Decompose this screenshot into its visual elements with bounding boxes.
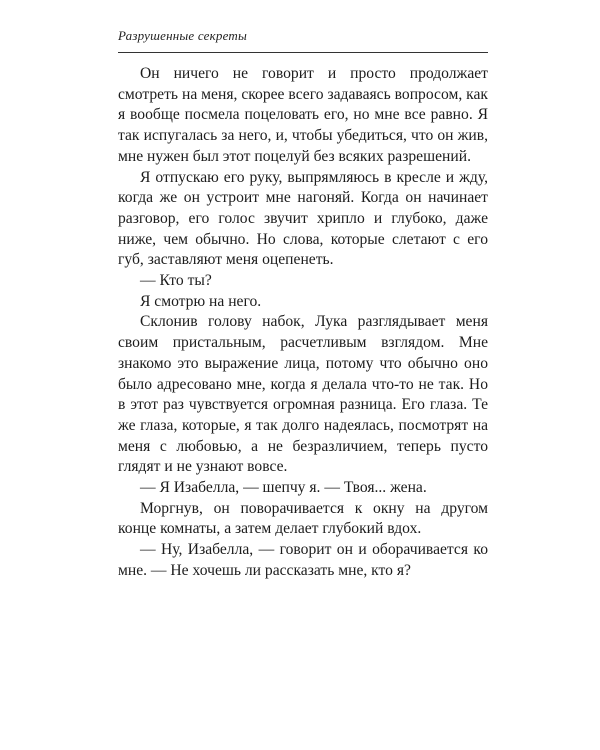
running-header: [118, 28, 488, 53]
paragraph: Он ничего не говорит и просто продолжает смотреть на меня, скорее всего задаваясь вопросом, как я вообще посмела поцеловать его, но мне все равно. Я так испугалась за него, и, чтобы убедиться, что он жив, мне нужен был этот поцелуй без всяких разрешений.: [118, 65, 488, 165]
header-divider: [118, 52, 488, 53]
running-header-title: Разрушенные секреты: [118, 28, 247, 43]
dialogue-line: — Ну, Изабелла, — говорит он и оборачивается ко мне. — Не хочешь ли рассказать мне, кто я?: [118, 541, 488, 579]
dialogue-line: — Кто ты?: [140, 272, 212, 290]
body-text: [118, 64, 488, 582]
paragraph: Я смотрю на него.: [140, 292, 262, 310]
paragraph: Моргнув, он поворачивается к окну на другом конце комнаты, а затем делает глубокий вдох.: [118, 499, 488, 538]
dialogue-line: — Я Изабелла, — шепчу я. — Твоя... жена.: [140, 479, 427, 497]
paragraph: Склонив голову набок, Лука разглядывает меня своим пристальным, расчетливым взглядом. Мне знакомо это выражение лица, потому что обычно оно было адресовано мне, когда я делала что-то не так. Но в этот раз чувствуется огромная разница. Его глаза. Те же глаза, которые, я так долго надеялась, посмотрят на меня с любовью, а не безразличием, теперь пусто глядят и не узнают вовсе.: [118, 313, 488, 476]
paragraph: Я отпускаю его руку, выпрямляюсь в кресле и жду, когда же он устроит мне нагоняй. Когда он начинает разговор, его голос звучит хрипло и глубоко, даже ниже, чем обычно. Но слова, которые слетают с его губ, заставляют меня оцепенеть.: [118, 168, 488, 269]
